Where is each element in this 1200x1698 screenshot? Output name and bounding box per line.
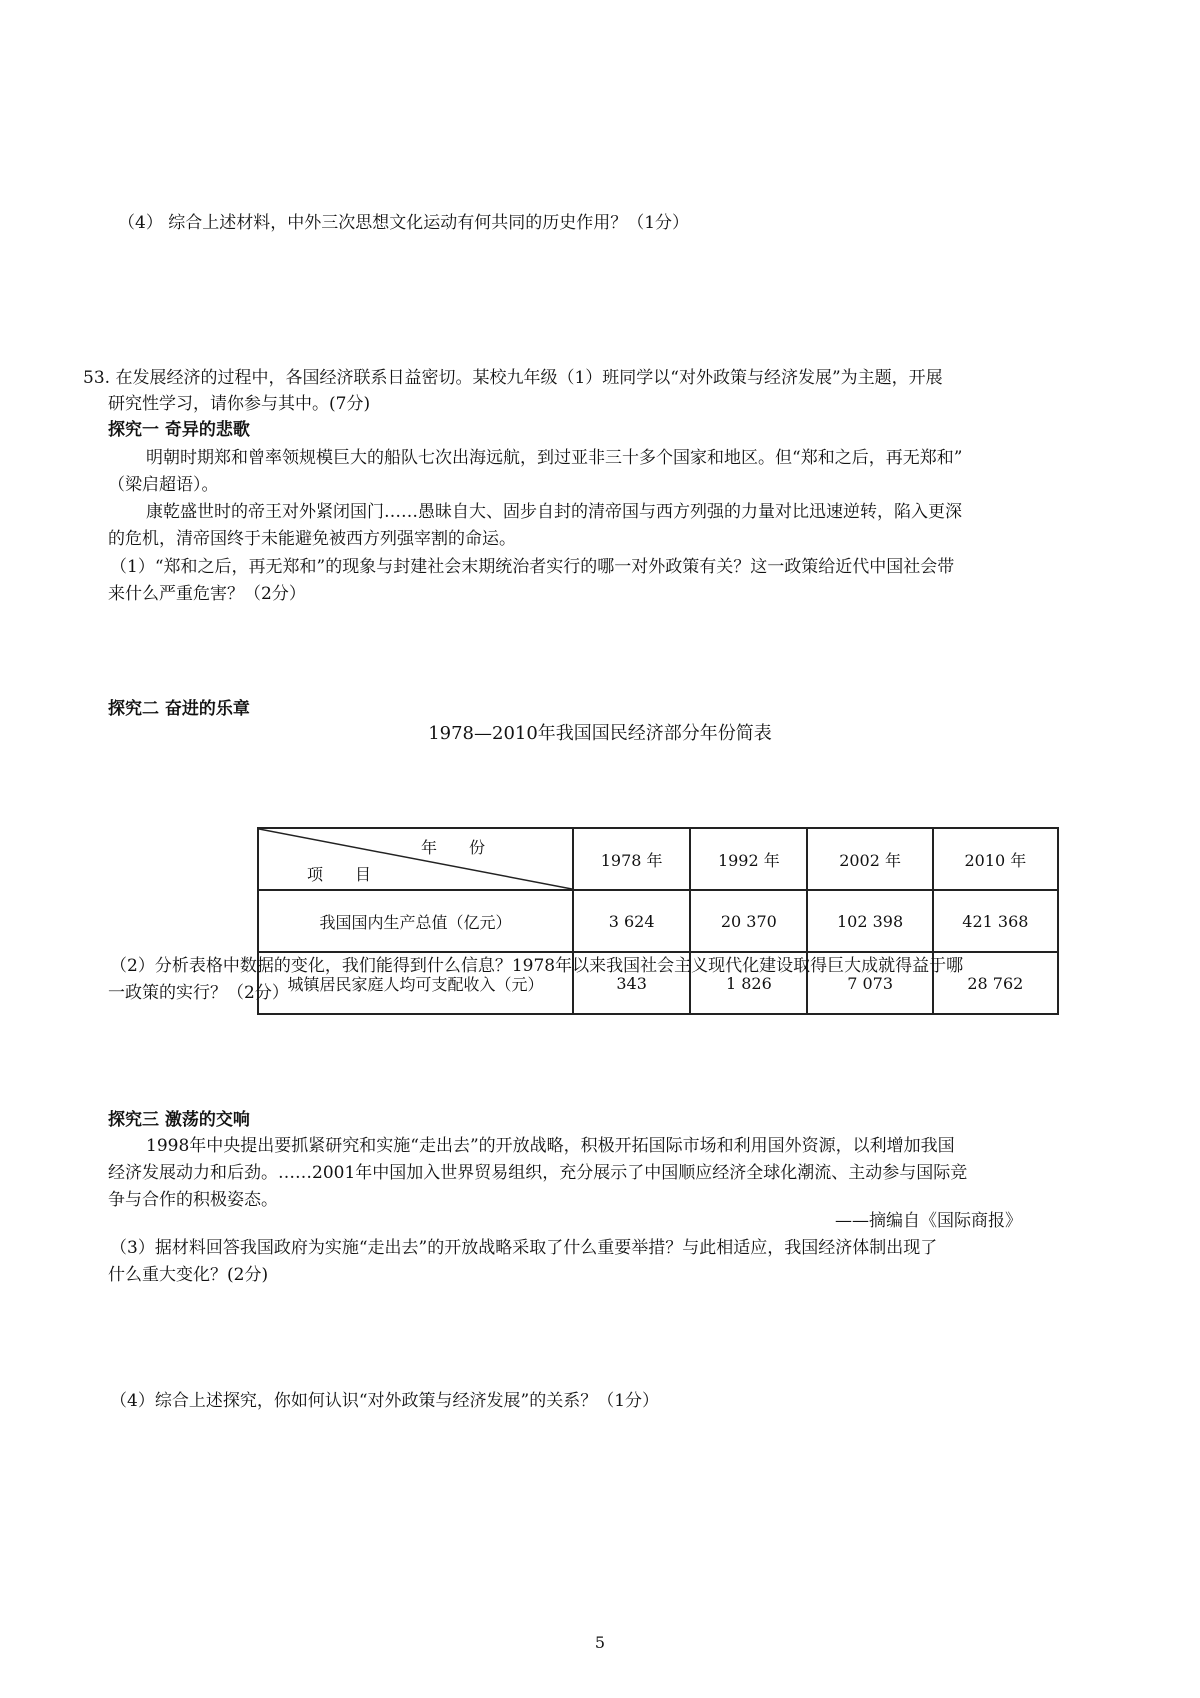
q53-intro-line2: 研究性学习，请你参与其中。(7分)	[108, 394, 371, 414]
section1-para1-line1: 明朝时期郑和曾率领规模巨大的船队七次出海远航，到过亚非三十多个国家和地区。但“郑和之后，再无郑和”	[146, 448, 963, 468]
economy-table	[257, 827, 1059, 1015]
table-header-row	[258, 828, 1058, 890]
table-cell: 343	[573, 952, 690, 1014]
diagonal-line	[259, 829, 572, 889]
question-2-line2: 一政策的实行？（2分）	[108, 983, 289, 1003]
section2-heading: 探究二 奋进的乐章	[108, 699, 250, 719]
question-3-line2: 什么重大变化？(2分)	[108, 1265, 269, 1285]
year-header-cell: 1978 年	[573, 828, 690, 890]
year-header-cell: 2010 年	[933, 828, 1058, 890]
prev-question-4: （4） 综合上述材料，中外三次思想文化运动有何共同的历史作用？（1分）	[118, 213, 690, 233]
section3-para-line2: 经济发展动力和后劲。……2001年中国加入世界贸易组织，充分展示了中国顺应经济全球化潮流、主动参与国际竞	[108, 1163, 968, 1183]
table-cell: 20 370	[690, 890, 807, 952]
section3-para-line3: 争与合作的积极姿态。	[108, 1190, 278, 1210]
question-4: （4）综合上述探究，你如何认识“对外政策与经济发展”的关系？（1分）	[110, 1391, 660, 1411]
table-cell: 3 624	[573, 890, 690, 952]
header-year-label: 年份	[421, 838, 518, 857]
year-header-cell: 1992 年	[690, 828, 807, 890]
section1-para2-line1: 康乾盛世时的帝王对外紧闭国门……愚昧自大、固步自封的清帝国与西方列强的力量对比迅速逆转，陷入更深	[146, 502, 962, 522]
source-citation: ——摘编自《国际商报》	[835, 1211, 1022, 1231]
table-title: 1978—2010年我国国民经济部分年份简表	[428, 723, 772, 744]
table-cell: 7 073	[807, 952, 932, 1014]
row-label: 城镇居民家庭人均可支配收入（元）	[258, 952, 573, 1014]
year-header-cell: 2002 年	[807, 828, 932, 890]
question-1-line1: （1）“郑和之后，再无郑和”的现象与封建社会末期统治者实行的哪一对外政策有关？这一政策给近代中国社会带	[110, 557, 955, 577]
section1-para2-line2: 的危机，清帝国终于未能避免被西方列强宰割的命运。	[108, 529, 516, 549]
q53-intro-line1: 53. 在发展经济的过程中，各国经济联系日益密切。某校九年级（1）班同学以“对外政策与经济发展”为主题，开展	[83, 368, 943, 388]
table-corner-cell	[258, 828, 573, 890]
table-cell: 102 398	[807, 890, 932, 952]
table-cell: 1 826	[690, 952, 807, 1014]
row-label: 我国国内生产总值（亿元）	[258, 890, 573, 952]
page-number: 5	[594, 1633, 606, 1652]
question-1-line2: 来什么严重危害？（2分）	[108, 584, 306, 604]
table-cell: 421 368	[933, 890, 1058, 952]
table-cell: 28 762	[933, 952, 1058, 1014]
section3-para-line1: 1998年中央提出要抓紧研究和实施“走出去”的开放战略，积极开拓国际市场和利用国外资源，以利增加我国	[146, 1136, 955, 1156]
section1-para1-line2: （梁启超语）。	[108, 475, 219, 495]
question-3-line1: （3）据材料回答我国政府为实施“走出去”的开放战略采取了什么重要举措？与此相适应，我国经济体制出现了	[110, 1238, 938, 1258]
question-2-line1: （2）分析表格中数据的变化，我们能得到什么信息？1978年以来我国社会主义现代化建设取得巨大成就得益于哪	[110, 956, 964, 976]
section1-heading: 探究一 奇异的悲歌	[108, 420, 250, 440]
header-item-label: 项目	[307, 865, 404, 884]
section3-heading: 探究三 激荡的交响	[108, 1110, 250, 1130]
table-row	[258, 890, 1058, 952]
